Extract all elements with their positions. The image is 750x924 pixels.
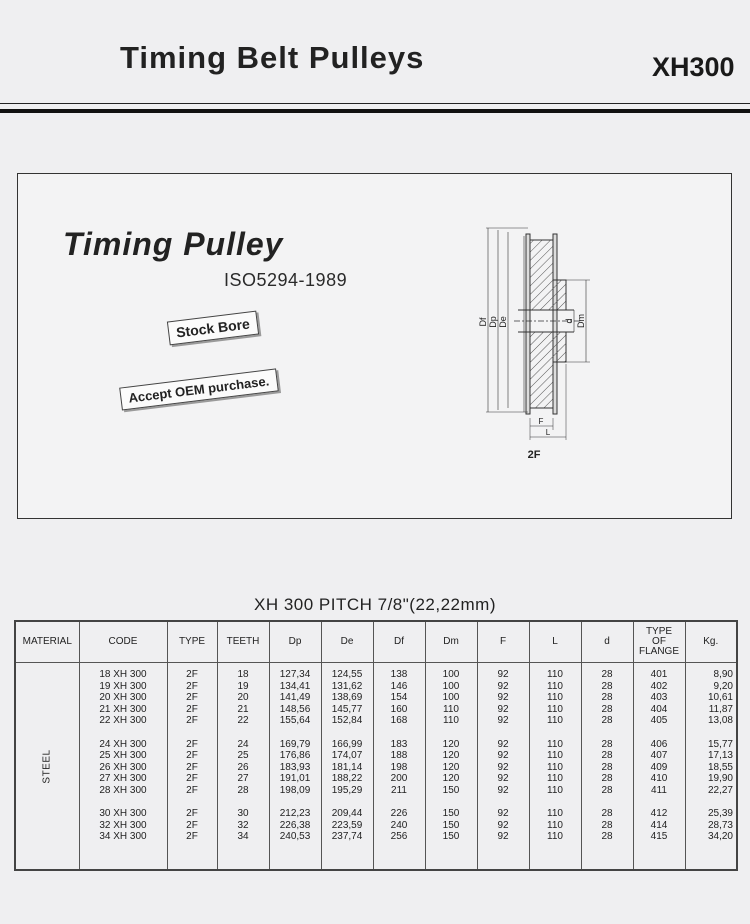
de-cell: 188,22 [331,773,363,784]
teeth-cell: 21 [237,703,249,715]
header-code: CODE [79,621,167,663]
kg-cell: 22,27 [707,784,733,796]
teeth-cell: 18 [237,669,249,680]
header-de: De [321,621,373,663]
l-cell: 110 [547,761,563,773]
l-column [529,663,581,871]
de-cell: 237,74 [331,831,363,842]
group-gap [426,727,477,739]
kg-cell: 11,87 [708,703,733,715]
f-cell: 92 [497,738,509,750]
de-cell: 209,44 [331,808,363,819]
flange-cell: 403 [650,692,668,703]
group-gap [582,727,633,739]
dp-cell: 226,38 [279,819,311,831]
l-cell: 110 [547,669,563,680]
flange-cell: 410 [650,773,668,784]
teeth-cell: 22 [237,715,249,726]
f-cell: 92 [497,773,509,784]
group-gap [686,727,734,739]
dm-cell: 110 [443,703,459,715]
specification-table [14,620,738,871]
type-cell: 2F [186,773,198,784]
d-cell: 28 [601,669,613,680]
l-cell: 110 [547,750,563,761]
dp-cell: 155,64 [279,715,311,726]
dp-cell: 148,56 [279,703,311,715]
drawing-type-label: 2F [527,449,541,461]
dm-cell: 120 [442,761,460,773]
table-body-row [15,663,737,871]
code-cell: 32 XH 300 [99,819,147,831]
group-gap [270,796,321,808]
flange-cell: 411 [651,784,667,796]
group-gap [80,796,167,808]
kg-cell: 8,90 [713,669,733,680]
type-cell: 2F [186,703,198,715]
flange-cell: 409 [650,761,668,773]
dm-cell: 150 [442,784,460,796]
material-cell [15,663,79,871]
f-cell: 92 [497,819,509,831]
flange-column [633,663,685,871]
d-cell: 28 [601,738,613,750]
df-cell: 154 [390,692,408,703]
group-gap [426,796,477,808]
d-cell: 28 [601,784,613,796]
df-cell: 200 [390,773,408,784]
code-cell: 21 XH 300 [99,703,147,715]
df-cell: 226 [390,808,408,819]
teeth-cell: 34 [237,831,249,842]
type-cell: 2F [186,761,198,773]
kg-column [685,663,737,871]
pulley-cross-section-drawing [458,222,598,462]
de-cell: 124,55 [331,669,363,680]
de-cell: 195,29 [331,784,363,796]
header-df: Df [373,621,425,663]
dp-cell: 191,01 [279,773,311,784]
kg-cell: 34,20 [707,831,733,842]
de-cell: 223,59 [331,819,363,831]
df-cell: 138 [390,669,408,680]
group-gap [478,796,529,808]
dp-cell: 134,41 [279,680,311,692]
type-column [167,663,217,871]
header-type-of-flange [633,621,685,663]
d-column [581,663,633,871]
header-l: L [529,621,581,663]
code-cell: 24 XH 300 [99,738,147,750]
header-type: TYPE [167,621,217,663]
teeth-cell: 32 [237,819,249,831]
d-cell: 28 [601,831,613,842]
header-flange-line-1: TYPE [645,626,673,637]
l-cell: 110 [547,784,563,796]
group-gap [582,796,633,808]
type-cell: 2F [186,669,198,680]
product-code: XH300 [652,52,735,82]
de-cell: 131,62 [331,680,363,692]
group-gap [530,727,581,739]
code-column [79,663,167,871]
header-material: MATERIAL [15,621,79,663]
header-dp: Dp [269,621,321,663]
teeth-cell: 30 [237,808,249,819]
label-d: d [564,318,574,324]
dm-cell: 100 [442,692,460,703]
f-cell: 92 [497,750,509,761]
dp-cell: 127,34 [279,669,311,680]
group-gap [478,727,529,739]
type-cell: 2F [186,819,198,831]
l-cell: 110 [547,715,563,726]
product-heading: Timing Pulley [63,226,284,262]
standard-label: ISO5294-1989 [224,270,348,290]
dm-cell: 150 [442,808,460,819]
header-kg: Kg. [685,621,737,663]
d-cell: 28 [601,773,613,784]
flange-cell: 405 [650,715,668,726]
f-cell: 92 [497,808,509,819]
d-cell: 28 [601,819,613,831]
header-dm: Dm [425,621,477,663]
type-cell: 2F [186,692,198,703]
l-cell: 110 [547,738,563,750]
kg-cell: 28,73 [707,819,733,831]
dp-cell: 240,53 [279,831,311,842]
d-cell: 28 [601,808,613,819]
l-cell: 110 [547,808,563,819]
type-cell: 2F [186,680,198,692]
d-cell: 28 [601,692,613,703]
dp-cell: 212,23 [279,808,311,819]
teeth-cell: 26 [237,761,249,773]
group-gap [322,796,373,808]
header-d: d [581,621,633,663]
dm-cell: 100 [442,680,460,692]
f-cell: 92 [497,692,509,703]
f-cell: 92 [497,680,509,692]
dm-cell: 100 [442,669,460,680]
header-flange-line-3: FLANGE [638,646,679,657]
teeth-column [217,663,269,871]
flange-cell: 402 [650,680,668,692]
de-cell: 181,14 [331,761,363,773]
group-gap [218,727,269,739]
code-cell: 27 XH 300 [99,773,147,784]
code-cell: 22 XH 300 [99,715,147,726]
teeth-cell: 27 [237,773,249,784]
code-cell: 20 XH 300 [99,692,147,703]
group-gap [374,727,425,739]
type-cell: 2F [186,750,198,761]
f-cell: 92 [497,715,509,726]
f-cell: 92 [497,831,509,842]
label-dm: Dm [576,314,586,328]
material-label: STEEL [41,748,53,784]
flange-cell: 412 [650,808,668,819]
f-column [477,663,529,871]
l-cell: 110 [547,773,563,784]
dm-cell: 150 [442,819,460,831]
group-gap [168,796,217,808]
header-flange-line-2: OF [652,636,666,647]
dp-cell: 169,79 [279,738,311,750]
code-cell: 30 XH 300 [99,808,147,819]
teeth-cell: 24 [237,738,249,750]
kg-cell: 17,13 [707,750,733,761]
de-cell: 145,77 [331,703,363,715]
code-cell: 28 XH 300 [99,784,147,796]
dp-cell: 176,86 [279,750,311,761]
group-gap [80,727,167,739]
kg-cell: 25,39 [707,808,733,819]
dm-cell: 120 [442,750,460,761]
d-cell: 28 [601,761,613,773]
dp-cell: 183,93 [279,761,311,773]
header-teeth: TEETH [217,621,269,663]
teeth-cell: 20 [237,692,249,703]
type-cell: 2F [186,715,198,726]
page-title: Timing Belt Pulleys [120,40,425,75]
d-cell: 28 [601,715,613,726]
d-cell: 28 [601,750,613,761]
type-cell: 2F [186,808,198,819]
kg-cell: 19,90 [707,773,733,784]
dm-cell: 120 [442,773,460,784]
d-cell: 28 [601,680,613,692]
kg-cell: 13,08 [707,715,733,726]
dp-cell: 141,49 [279,692,311,703]
oem-purchase-tag: Accept OEM purchase. [119,368,278,410]
label-df: Df [478,317,488,327]
de-cell: 174,07 [331,750,363,761]
type-cell: 2F [186,831,198,842]
label-f: F [538,417,544,426]
type-cell: 2F [186,784,198,796]
table-header-row [15,621,737,663]
f-cell: 92 [497,669,509,680]
flange-cell: 415 [650,831,668,842]
teeth-cell: 25 [237,750,249,761]
de-column [321,663,373,871]
de-cell: 138,69 [331,692,363,703]
df-cell: 183 [390,738,408,750]
table-title: XH 300 PITCH 7/8"(22,22mm) [253,595,496,614]
code-cell: 34 XH 300 [99,831,147,842]
kg-cell: 15,77 [707,738,733,750]
group-gap [686,796,734,808]
label-dp: Dp [488,316,498,328]
flange-cell: 406 [650,738,668,750]
label-l: L [545,428,551,437]
d-cell: 28 [601,703,613,715]
group-gap [374,796,425,808]
teeth-cell: 28 [237,784,249,796]
header-divider-thick [0,109,750,113]
teeth-cell: 19 [237,680,249,692]
group-gap [270,727,321,739]
df-cell: 188 [390,750,408,761]
flange-cell: 414 [650,819,668,831]
dp-cell: 198,09 [279,784,311,796]
f-cell: 92 [497,784,509,796]
f-cell: 92 [497,761,509,773]
l-cell: 110 [547,819,563,831]
code-cell: 26 XH 300 [99,761,147,773]
l-cell: 110 [547,703,563,715]
dm-cell: 120 [442,738,460,750]
code-cell: 19 XH 300 [99,680,147,692]
dp-column [269,663,321,871]
kg-cell: 9,20 [713,680,733,692]
df-cell: 146 [390,680,408,692]
dm-cell: 110 [443,715,459,726]
df-cell: 211 [391,784,407,796]
flange-cell: 407 [650,750,668,761]
group-gap [530,796,581,808]
df-column [373,663,425,871]
f-cell: 92 [497,703,509,715]
df-cell: 240 [390,819,408,831]
header-divider [0,103,750,104]
kg-cell: 10,61 [707,692,733,703]
group-gap [218,796,269,808]
label-de: De [498,316,508,328]
header-f: F [477,621,529,663]
group-gap [168,727,217,739]
stock-bore-tag: Stock Bore [167,311,259,346]
dm-cell: 150 [442,831,460,842]
group-gap [634,796,685,808]
product-panel [17,173,732,519]
df-cell: 160 [390,703,408,715]
flange-cell: 401 [650,669,668,680]
group-gap [634,727,685,739]
dm-column [425,663,477,871]
kg-cell: 18,55 [707,761,733,773]
de-cell: 166,99 [331,738,363,750]
group-gap [322,727,373,739]
code-cell: 18 XH 300 [99,669,147,680]
de-cell: 152,84 [331,715,363,726]
df-cell: 168 [390,715,408,726]
flange-cell: 404 [650,703,668,715]
type-cell: 2F [186,738,198,750]
l-cell: 110 [547,680,563,692]
l-cell: 110 [547,692,563,703]
code-cell: 25 XH 300 [99,750,147,761]
l-cell: 110 [547,831,563,842]
df-cell: 256 [390,831,408,842]
df-cell: 198 [390,761,408,773]
